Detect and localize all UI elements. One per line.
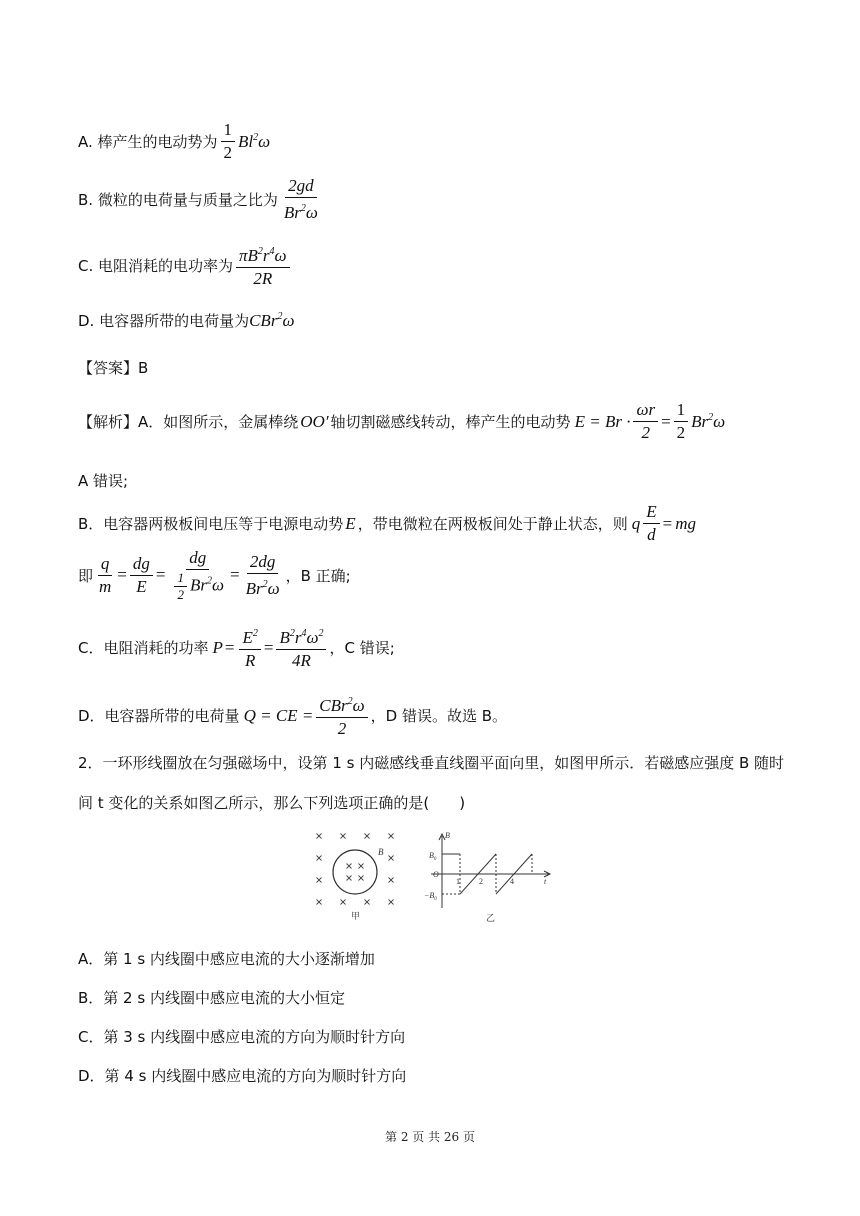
analysis-a-text2: 轴切割磁感线转动，棒产生的电动势 xyxy=(330,413,571,431)
q2-option-a xyxy=(78,948,375,969)
analysis-b-formula: 即 $\frac{q}{m}$ = $\frac{dg}{E}$ = dg $\frac{1}{2}$ Br$^2$ω = $\frac{2dg}{Br^2\omega}$ ，B 正确; xyxy=(78,548,351,602)
analysis-b-text2: ，带电微粒在两极板间处于静止状态，则 xyxy=(357,515,628,533)
ji-text: 即 xyxy=(78,566,94,585)
analysis-a: 【解析】A．如图所示，金属棒绕 OO′ 轴切割磁感线转动，棒产生的电动势 E = Br · $\frac{\omega r}{2}$ = $\frac{1}{2}$ Br$^2$ω xyxy=(78,400,726,442)
option-d-text: D. 电容器所带的电荷量为 xyxy=(78,312,250,330)
q2-option-a-text: A．第 1 s 内线圈中感应电流的大小逐渐增加 xyxy=(78,950,375,968)
formula-charge: CBr$^2$ω xyxy=(249,310,295,330)
formula-emf: Bl$^2$ω xyxy=(238,131,271,151)
q2-line2 xyxy=(78,792,465,813)
fig-jia-label: 甲 xyxy=(351,911,361,921)
analysis-a-text: 【解析】A．如图所示，金属棒绕 xyxy=(78,413,299,431)
analysis-d: D．电容器所带的电荷量 Q = CE = $\frac{CBr^2\omega}{2}$ ，D 错误。故选 B。 xyxy=(78,692,507,739)
analysis-a-wrong xyxy=(78,470,128,491)
fig-yi-label: 乙 xyxy=(486,913,496,923)
analysis-d-text: D．电容器所带的电荷量 xyxy=(78,707,240,725)
analysis-c: C．电阻消耗的功率 P = $\frac{E^2}{R}$ = $\frac{B^2r^4\omega^2}{4R}$ ，C 错误; xyxy=(78,624,395,671)
svg-text:B: B xyxy=(445,831,450,840)
fraction-power: $\frac{\pi B^2r^4\omega}{2R}$ xyxy=(236,242,290,289)
option-d xyxy=(78,310,294,331)
option-a xyxy=(78,120,270,163)
q2-line1-text: 2．一环形线圈放在匀强磁场中，设第 1 s 内磁感线垂直线圈平面向里，如图甲所示．若磁感应强度 B 随时 xyxy=(78,754,785,772)
svg-text:t: t xyxy=(544,877,547,886)
svg-text:B: B xyxy=(378,847,384,857)
option-c xyxy=(78,242,293,289)
option-c-text: C. 电阻消耗的电功率为 xyxy=(78,257,234,275)
analysis-a-wrong-text: A 错误; xyxy=(78,472,129,490)
q2-figure xyxy=(305,828,555,928)
svg-text:4: 4 xyxy=(510,877,514,886)
analysis-c-wrong: ，C 错误; xyxy=(329,639,395,657)
q2-option-d-text: D．第 4 s 内线圈中感应电流的方向为顺时针方向 xyxy=(78,1067,407,1085)
q2-option-c xyxy=(78,1026,405,1047)
analysis-b-correct: ，B 正确; xyxy=(285,566,351,585)
analysis-b: B．电容器两极板间电压等于电源电动势 E ，带电微粒在两极板间处于静止状态，则 q $\frac{E}{d}$ = mg xyxy=(78,502,696,544)
answer xyxy=(78,357,148,378)
fraction-e-d: $\frac{E}{d}$ xyxy=(643,502,659,545)
svg-text:O: O xyxy=(433,870,439,879)
q2-line2-text: 间 t 变化的关系如图乙所示，那么下列选项正确的是( ) xyxy=(78,794,466,812)
axis-label: OO′ xyxy=(300,411,329,431)
page-footer: 第 2 页 共 26 页 xyxy=(385,1130,475,1144)
coil-circle xyxy=(333,850,377,894)
fraction-charge-mass: $\frac{2gd}{Br^2\omega}$ xyxy=(283,176,318,222)
fraction-half-2: $\frac{1}{2}$ xyxy=(674,400,689,443)
svg-text:−B0: $-B_0$ xyxy=(424,891,437,902)
option-a-text: A. 棒产生的电动势为 xyxy=(78,133,218,151)
option-b-text: B. 微粒的电荷量与质量之比为 xyxy=(78,191,278,209)
formula-e: E = Br · xyxy=(574,411,631,431)
analysis-d-wrong: ，D 错误。故选 B。 xyxy=(370,707,508,725)
svg-text:B0: $B_0$ xyxy=(429,851,437,862)
q2-option-c-text: C．第 3 s 内线圈中感应电流的方向为顺时针方向 xyxy=(78,1028,406,1046)
analysis-c-text: C．电阻消耗的功率 xyxy=(78,639,209,657)
fraction-half: $\frac{1}{2}$ xyxy=(221,120,236,163)
q2-option-b xyxy=(78,987,345,1008)
q2-line1 xyxy=(78,752,784,773)
fraction-wr2: $\frac{\omega r}{2}$ xyxy=(633,400,658,443)
bt-graph xyxy=(431,834,550,908)
svg-text:1: 1 xyxy=(456,877,460,886)
svg-text:2: 2 xyxy=(479,877,483,886)
q2-option-b-text: B．第 2 s 内线圈中感应电流的大小恒定 xyxy=(78,989,345,1007)
analysis-b-text: B．电容器两极板间电压等于电源电动势 xyxy=(78,515,344,533)
q2-option-d xyxy=(78,1065,406,1086)
answer-text: 【答案】B xyxy=(78,359,149,377)
option-b xyxy=(78,176,324,223)
